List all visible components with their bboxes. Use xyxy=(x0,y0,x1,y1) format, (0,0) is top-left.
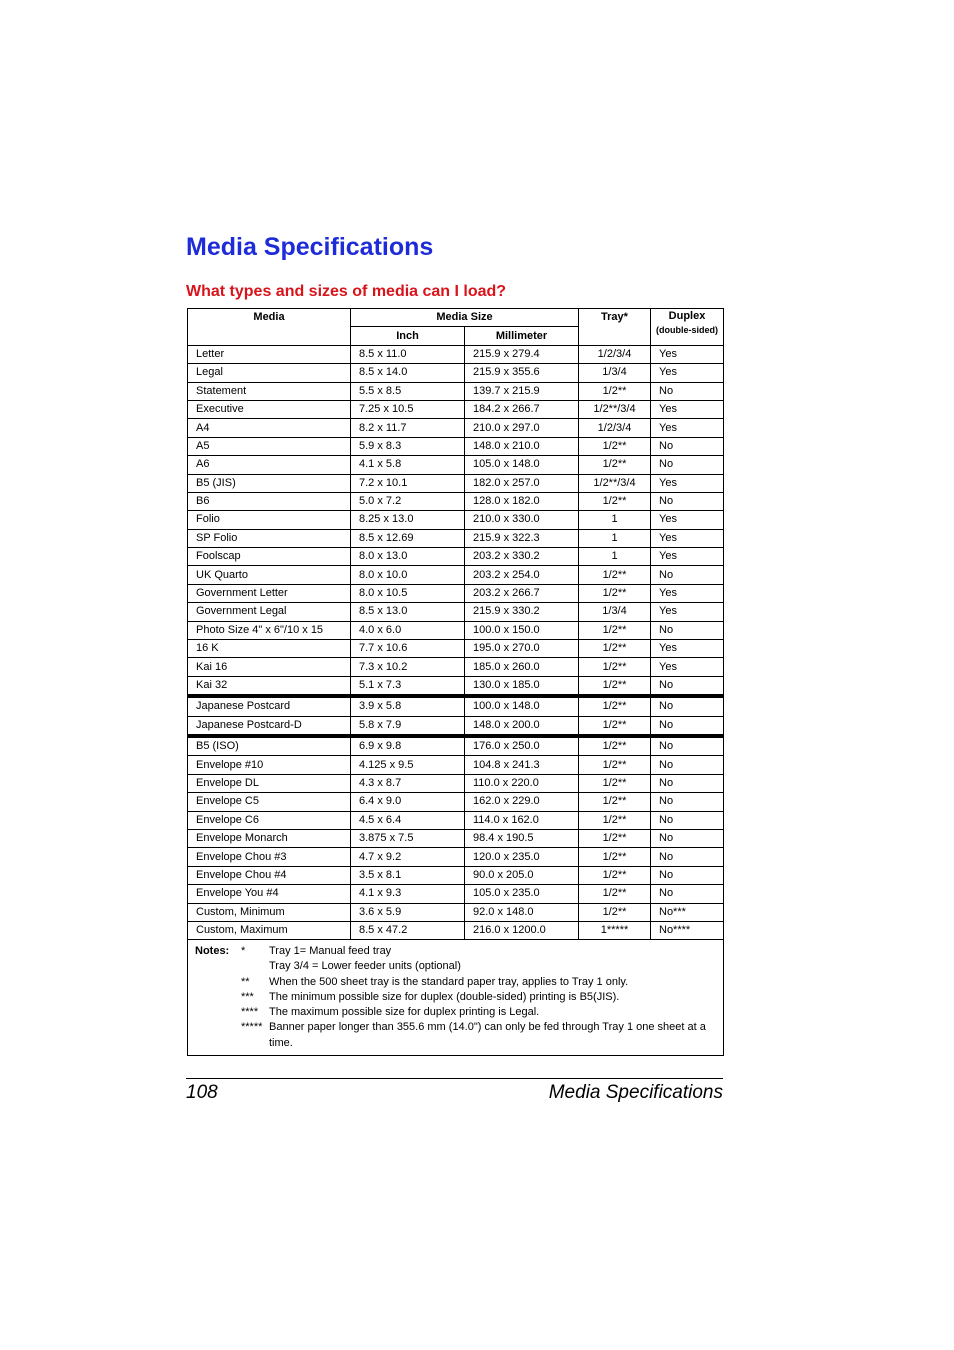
cell-inch: 5.9 x 8.3 xyxy=(351,437,465,455)
cell-media: Kai 32 xyxy=(188,676,351,696)
cell-media: B5 (ISO) xyxy=(188,736,351,756)
cell-inch: 4.1 x 9.3 xyxy=(351,885,465,903)
cell-inch: 8.5 x 11.0 xyxy=(351,345,465,363)
cell-tray: 1/2** xyxy=(579,756,651,774)
table-row xyxy=(188,511,724,529)
section-heading: What types and sizes of media can I load? xyxy=(186,283,507,300)
cell-inch: 6.4 x 9.0 xyxy=(351,793,465,811)
cell-millimeter: 176.0 x 250.0 xyxy=(465,736,579,756)
cell-inch: 4.0 x 6.0 xyxy=(351,621,465,639)
cell-duplex: No xyxy=(651,456,724,474)
table-row xyxy=(188,456,724,474)
cell-media: Envelope Chou #4 xyxy=(188,866,351,884)
cell-media: Letter xyxy=(188,345,351,363)
table-row xyxy=(188,774,724,792)
cell-media: Envelope C5 xyxy=(188,793,351,811)
cell-tray: 1/2**/3/4 xyxy=(579,474,651,492)
cell-tray: 1/2** xyxy=(579,696,651,716)
cell-millimeter: 195.0 x 270.0 xyxy=(465,640,579,658)
note-line xyxy=(195,1020,717,1050)
table-row xyxy=(188,474,724,492)
cell-duplex: Yes xyxy=(651,658,724,676)
cell-inch: 8.0 x 10.5 xyxy=(351,584,465,602)
note-line xyxy=(195,959,717,974)
cell-inch: 3.6 x 5.9 xyxy=(351,903,465,921)
note-line xyxy=(195,944,717,959)
cell-millimeter: 98.4 x 190.5 xyxy=(465,829,579,847)
table-row xyxy=(188,437,724,455)
cell-millimeter: 139.7 x 215.9 xyxy=(465,382,579,400)
cell-inch: 7.3 x 10.2 xyxy=(351,658,465,676)
note-line xyxy=(195,990,717,1005)
note-mark: *** xyxy=(241,990,254,1003)
cell-inch: 8.5 x 13.0 xyxy=(351,603,465,621)
cell-millimeter: 203.2 x 266.7 xyxy=(465,584,579,602)
notes-label-spacer xyxy=(195,1020,241,1050)
cell-inch: 4.5 x 6.4 xyxy=(351,811,465,829)
cell-duplex: No xyxy=(651,621,724,639)
note-mark: ** xyxy=(241,975,250,988)
cell-millimeter: 100.0 x 148.0 xyxy=(465,696,579,716)
cell-duplex: No xyxy=(651,676,724,696)
cell-millimeter: 130.0 x 185.0 xyxy=(465,676,579,696)
cell-duplex: Yes xyxy=(651,511,724,529)
cell-tray: 1/2** xyxy=(579,640,651,658)
note-text: Tray 1= Manual feed tray xyxy=(269,945,392,958)
notes-label-spacer xyxy=(195,990,241,1005)
cell-millimeter: 120.0 x 235.0 xyxy=(465,848,579,866)
column-header-media-size: Media Size xyxy=(351,309,579,327)
cell-inch: 4.125 x 9.5 xyxy=(351,756,465,774)
cell-inch: 5.8 x 7.9 xyxy=(351,716,465,736)
table-row xyxy=(188,603,724,621)
cell-duplex: No xyxy=(651,696,724,716)
cell-millimeter: 92.0 x 148.0 xyxy=(465,903,579,921)
page-number: 108 xyxy=(186,1082,218,1103)
cell-inch: 5.0 x 7.2 xyxy=(351,492,465,510)
cell-inch: 7.7 x 10.6 xyxy=(351,640,465,658)
table-row xyxy=(188,793,724,811)
cell-media: Folio xyxy=(188,511,351,529)
cell-tray: 1/2** xyxy=(579,829,651,847)
cell-media: Photo Size 4" x 6"/10 x 15 xyxy=(188,621,351,639)
cell-media: UK Quarto xyxy=(188,566,351,584)
cell-tray: 1/2/3/4 xyxy=(579,419,651,437)
cell-duplex: No xyxy=(651,437,724,455)
cell-duplex: No xyxy=(651,866,724,884)
column-header-inch: Inch xyxy=(351,327,465,345)
cell-duplex: No xyxy=(651,492,724,510)
column-header-tray: Tray* xyxy=(579,309,651,346)
cell-media: A5 xyxy=(188,437,351,455)
table-body xyxy=(188,345,724,940)
cell-inch: 3.875 x 7.5 xyxy=(351,829,465,847)
cell-media: Government Legal xyxy=(188,603,351,621)
cell-tray: 1/2** xyxy=(579,584,651,602)
cell-millimeter: 110.0 x 220.0 xyxy=(465,774,579,792)
table-row xyxy=(188,716,724,736)
note-text: When the 500 sheet tray is the standard paper tray, applies to Tray 1 only. xyxy=(269,975,629,988)
notes-label: Notes: xyxy=(195,945,230,958)
cell-media: Custom, Minimum xyxy=(188,903,351,921)
note-text: The minimum possible size for duplex (double-sided) printing is B5(JIS). xyxy=(269,990,620,1003)
cell-tray: 1/2**/3/4 xyxy=(579,400,651,418)
table-row xyxy=(188,529,724,547)
cell-tray: 1/2** xyxy=(579,437,651,455)
cell-inch: 8.2 x 11.7 xyxy=(351,419,465,437)
cell-media: Legal xyxy=(188,364,351,382)
footer-rule xyxy=(186,1078,723,1079)
cell-millimeter: 184.2 x 266.7 xyxy=(465,400,579,418)
note-mark xyxy=(241,959,269,974)
cell-media: Government Letter xyxy=(188,584,351,602)
cell-media: Envelope C6 xyxy=(188,811,351,829)
cell-duplex: Yes xyxy=(651,584,724,602)
cell-tray: 1/3/4 xyxy=(579,364,651,382)
cell-tray: 1/2** xyxy=(579,736,651,756)
cell-millimeter: 215.9 x 279.4 xyxy=(465,345,579,363)
cell-media: A6 xyxy=(188,456,351,474)
cell-duplex: No xyxy=(651,774,724,792)
cell-tray: 1/3/4 xyxy=(579,603,651,621)
column-header-duplex xyxy=(651,309,724,346)
table-row xyxy=(188,566,724,584)
cell-duplex: Yes xyxy=(651,400,724,418)
cell-tray: 1/2** xyxy=(579,676,651,696)
cell-duplex: No xyxy=(651,756,724,774)
page-title: Media Specifications xyxy=(186,233,434,261)
notes-label-spacer xyxy=(195,975,241,990)
cell-millimeter: 90.0 x 205.0 xyxy=(465,866,579,884)
cell-inch: 8.0 x 13.0 xyxy=(351,548,465,566)
cell-tray: 1/2** xyxy=(579,848,651,866)
notes-list xyxy=(195,944,717,1050)
table-row xyxy=(188,492,724,510)
note-text: Banner paper longer than 355.6 mm (14.0") can only be fed through Tray 1 one sheet at a time. xyxy=(269,1021,706,1049)
cell-millimeter: 162.0 x 229.0 xyxy=(465,793,579,811)
table-row xyxy=(188,848,724,866)
cell-duplex: Yes xyxy=(651,640,724,658)
cell-millimeter: 104.8 x 241.3 xyxy=(465,756,579,774)
cell-media: B5 (JIS) xyxy=(188,474,351,492)
cell-millimeter: 105.0 x 235.0 xyxy=(465,885,579,903)
table-row xyxy=(188,866,724,884)
cell-inch: 5.1 x 7.3 xyxy=(351,676,465,696)
footer-title: Media Specifications xyxy=(548,1082,723,1103)
cell-inch: 3.5 x 8.1 xyxy=(351,866,465,884)
cell-duplex: No**** xyxy=(651,921,724,939)
cell-inch: 5.5 x 8.5 xyxy=(351,382,465,400)
table-row xyxy=(188,756,724,774)
note-line xyxy=(195,1005,717,1020)
cell-millimeter: 216.0 x 1200.0 xyxy=(465,921,579,939)
table-row xyxy=(188,829,724,847)
cell-tray: 1/2** xyxy=(579,382,651,400)
cell-millimeter: 215.9 x 322.3 xyxy=(465,529,579,547)
notes-label-spacer xyxy=(195,959,241,974)
table-row xyxy=(188,676,724,696)
cell-media: Envelope You #4 xyxy=(188,885,351,903)
cell-tray: 1/2** xyxy=(579,456,651,474)
cell-inch: 8.0 x 10.0 xyxy=(351,566,465,584)
media-specifications-table xyxy=(187,308,724,1056)
duplex-sublabel: (double-sided) xyxy=(656,325,718,335)
cell-inch: 4.3 x 8.7 xyxy=(351,774,465,792)
cell-media: Japanese Postcard xyxy=(188,696,351,716)
cell-duplex: No xyxy=(651,382,724,400)
cell-duplex: No*** xyxy=(651,903,724,921)
duplex-label: Duplex xyxy=(668,310,706,322)
cell-inch: 7.2 x 10.1 xyxy=(351,474,465,492)
cell-media: Statement xyxy=(188,382,351,400)
cell-tray: 1/2** xyxy=(579,903,651,921)
note-mark: ***** xyxy=(241,1021,263,1034)
cell-millimeter: 210.0 x 330.0 xyxy=(465,511,579,529)
column-header-millimeter: Millimeter xyxy=(465,327,579,345)
cell-media: Kai 16 xyxy=(188,658,351,676)
cell-inch: 6.9 x 9.8 xyxy=(351,736,465,756)
cell-inch: 8.5 x 14.0 xyxy=(351,364,465,382)
cell-tray: 1/2** xyxy=(579,566,651,584)
note-mark: **** xyxy=(241,1006,259,1019)
cell-media: Envelope DL xyxy=(188,774,351,792)
cell-duplex: Yes xyxy=(651,474,724,492)
cell-millimeter: 215.9 x 355.6 xyxy=(465,364,579,382)
cell-tray: 1/2** xyxy=(579,793,651,811)
cell-inch: 4.7 x 9.2 xyxy=(351,848,465,866)
notes-cell xyxy=(188,940,724,1055)
cell-tray: 1/2** xyxy=(579,658,651,676)
column-header-media: Media xyxy=(188,309,351,346)
cell-millimeter: 182.0 x 257.0 xyxy=(465,474,579,492)
note-text: Tray 3/4 = Lower feeder units (optional) xyxy=(269,960,461,973)
cell-duplex: No xyxy=(651,736,724,756)
cell-media: Foolscap xyxy=(188,548,351,566)
cell-tray: 1/2** xyxy=(579,621,651,639)
cell-millimeter: 148.0 x 210.0 xyxy=(465,437,579,455)
cell-tray: 1 xyxy=(579,529,651,547)
cell-tray: 1/2** xyxy=(579,716,651,736)
cell-duplex: Yes xyxy=(651,419,724,437)
table-row xyxy=(188,696,724,716)
cell-tray: 1/2** xyxy=(579,866,651,884)
table-row xyxy=(188,736,724,756)
table-row xyxy=(188,584,724,602)
cell-media: Envelope #10 xyxy=(188,756,351,774)
cell-media: Executive xyxy=(188,400,351,418)
table-row xyxy=(188,400,724,418)
cell-media: B6 xyxy=(188,492,351,510)
table-row xyxy=(188,921,724,939)
cell-millimeter: 210.0 x 297.0 xyxy=(465,419,579,437)
table-row xyxy=(188,811,724,829)
cell-media: 16 K xyxy=(188,640,351,658)
cell-media: Envelope Chou #3 xyxy=(188,848,351,866)
cell-media: Custom, Maximum xyxy=(188,921,351,939)
cell-duplex: No xyxy=(651,566,724,584)
cell-millimeter: 203.2 x 254.0 xyxy=(465,566,579,584)
cell-inch: 7.25 x 10.5 xyxy=(351,400,465,418)
cell-tray: 1/2** xyxy=(579,811,651,829)
table-row xyxy=(188,885,724,903)
cell-duplex: No xyxy=(651,793,724,811)
cell-duplex: No xyxy=(651,716,724,736)
cell-millimeter: 100.0 x 150.0 xyxy=(465,621,579,639)
cell-inch: 8.5 x 47.2 xyxy=(351,921,465,939)
table-row xyxy=(188,621,724,639)
cell-duplex: Yes xyxy=(651,364,724,382)
table-row xyxy=(188,364,724,382)
cell-duplex: Yes xyxy=(651,529,724,547)
cell-media: Japanese Postcard-D xyxy=(188,716,351,736)
cell-tray: 1 xyxy=(579,548,651,566)
cell-millimeter: 105.0 x 148.0 xyxy=(465,456,579,474)
cell-inch: 4.1 x 5.8 xyxy=(351,456,465,474)
cell-duplex: Yes xyxy=(651,603,724,621)
cell-duplex: No xyxy=(651,885,724,903)
cell-duplex: Yes xyxy=(651,345,724,363)
table-row xyxy=(188,419,724,437)
note-text: The maximum possible size for duplex printing is Legal. xyxy=(269,1006,540,1019)
cell-inch: 3.9 x 5.8 xyxy=(351,696,465,716)
notes-label-spacer xyxy=(195,1005,241,1020)
cell-millimeter: 203.2 x 330.2 xyxy=(465,548,579,566)
table-row xyxy=(188,640,724,658)
cell-millimeter: 128.0 x 182.0 xyxy=(465,492,579,510)
table-row xyxy=(188,345,724,363)
cell-duplex: No xyxy=(651,811,724,829)
cell-duplex: Yes xyxy=(651,548,724,566)
table-row xyxy=(188,382,724,400)
cell-tray: 1/2** xyxy=(579,492,651,510)
table-row xyxy=(188,658,724,676)
cell-inch: 8.5 x 12.69 xyxy=(351,529,465,547)
cell-tray: 1/2** xyxy=(579,885,651,903)
cell-media: Envelope Monarch xyxy=(188,829,351,847)
cell-millimeter: 114.0 x 162.0 xyxy=(465,811,579,829)
cell-duplex: No xyxy=(651,848,724,866)
cell-millimeter: 215.9 x 330.2 xyxy=(465,603,579,621)
table-row xyxy=(188,903,724,921)
cell-tray: 1/2/3/4 xyxy=(579,345,651,363)
cell-media: SP Folio xyxy=(188,529,351,547)
note-mark: * xyxy=(241,945,246,958)
cell-inch: 8.25 x 13.0 xyxy=(351,511,465,529)
cell-duplex: No xyxy=(651,829,724,847)
cell-millimeter: 185.0 x 260.0 xyxy=(465,658,579,676)
cell-media: A4 xyxy=(188,419,351,437)
cell-tray: 1/2** xyxy=(579,774,651,792)
cell-millimeter: 148.0 x 200.0 xyxy=(465,716,579,736)
table-row xyxy=(188,548,724,566)
cell-tray: 1 xyxy=(579,511,651,529)
note-line xyxy=(195,975,717,990)
cell-tray: 1***** xyxy=(579,921,651,939)
